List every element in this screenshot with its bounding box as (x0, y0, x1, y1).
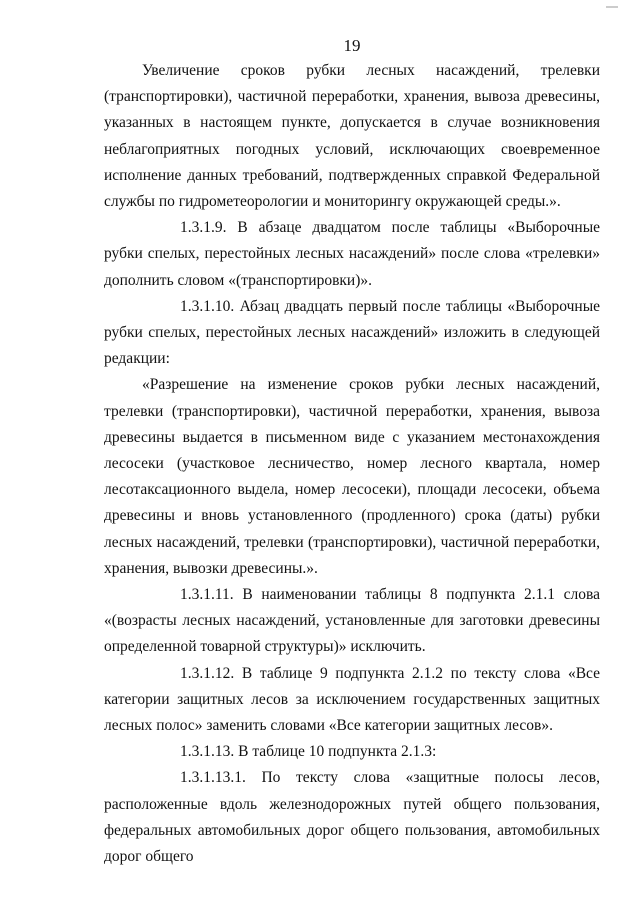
clause-number: 1.3.1.10. (180, 297, 235, 315)
paragraph (104, 661, 600, 740)
paragraph (104, 294, 600, 373)
paragraph (104, 582, 600, 661)
paragraph-text: Увеличение сроков рубки лесных насаждений, трелевки (транспортировки), частичной переработки, хранения, вывоза древесины, указанных в настоящем пункте, допускается в случае возникновения неблагоприятных погодных условий, исключающих своевременное исполнение данных требований, подтвержденных справкой Федеральной службы по гидрометеорологии и мониторингу окружающей среды.». (104, 62, 600, 211)
paragraph-text: В таблице 10 подпункта 2.1.3: (238, 743, 437, 761)
paragraph-text: В наименовании таблицы 8 подпункта 2.1.1 слова «(возрасты лесных насаждений, установленные для заготовки древесины определенной товарной структуры)» исключить. (104, 586, 600, 656)
clause-number: 1.3.1.11. (180, 586, 234, 604)
paragraph (104, 58, 600, 215)
paragraph-text: В таблице 9 подпункта 2.1.2 по тексту слова «Все категории защитных лесов за исключением государственных защитных лесных полос» заменить словами «Все категории защитных лесов». (104, 664, 600, 735)
page-number: 19 (343, 36, 361, 55)
paragraph (104, 739, 600, 765)
clause-number: 1.3.1.12. (180, 664, 235, 682)
paragraph (104, 215, 600, 294)
paragraph (104, 372, 600, 582)
clause-number: 1.3.1.9. (180, 219, 227, 237)
paragraph-text: В абзаце двадцатом после таблицы «Выборочные рубки спелых, перестойных лесных насаждений» после слова «трелевки» дополнить словом «(транспортировки)». (104, 219, 600, 289)
paragraph (104, 765, 600, 870)
paragraph-text: По тексту слова «защитные полосы лесов, расположенные вдоль железнодорожных путей общего пользования, федеральных автомобильных дорог общего пользования, автомобильных дорог общего (104, 769, 600, 866)
paragraph-text: «Разрешение на изменение сроков рубки лесных насаждений, трелевки (транспортировки), частичной переработки, хранения, вывоза древесины выдается в письменном виде с указанием местонахождения лесосеки (участковое лесничество, номер лесного квартала, номер лесотаксационного выдела, номер лесосеки), площади лесосеки, объема древесины и вновь установленного (продленного) срока (даты) рубки лесных насаждений, трелевки (транспортировки), частичной переработки, хранения, вывозки древесины.». (104, 376, 600, 577)
paragraph-text: Абзац двадцать первый после таблицы «Выборочные рубки спелых, перестойных лесных насаждений» изложить в следующей редакции: (104, 297, 601, 368)
scan-artifact (606, 6, 618, 8)
clause-number: 1.3.1.13. (180, 743, 235, 761)
clause-number: 1.3.1.13.1. (180, 769, 246, 787)
